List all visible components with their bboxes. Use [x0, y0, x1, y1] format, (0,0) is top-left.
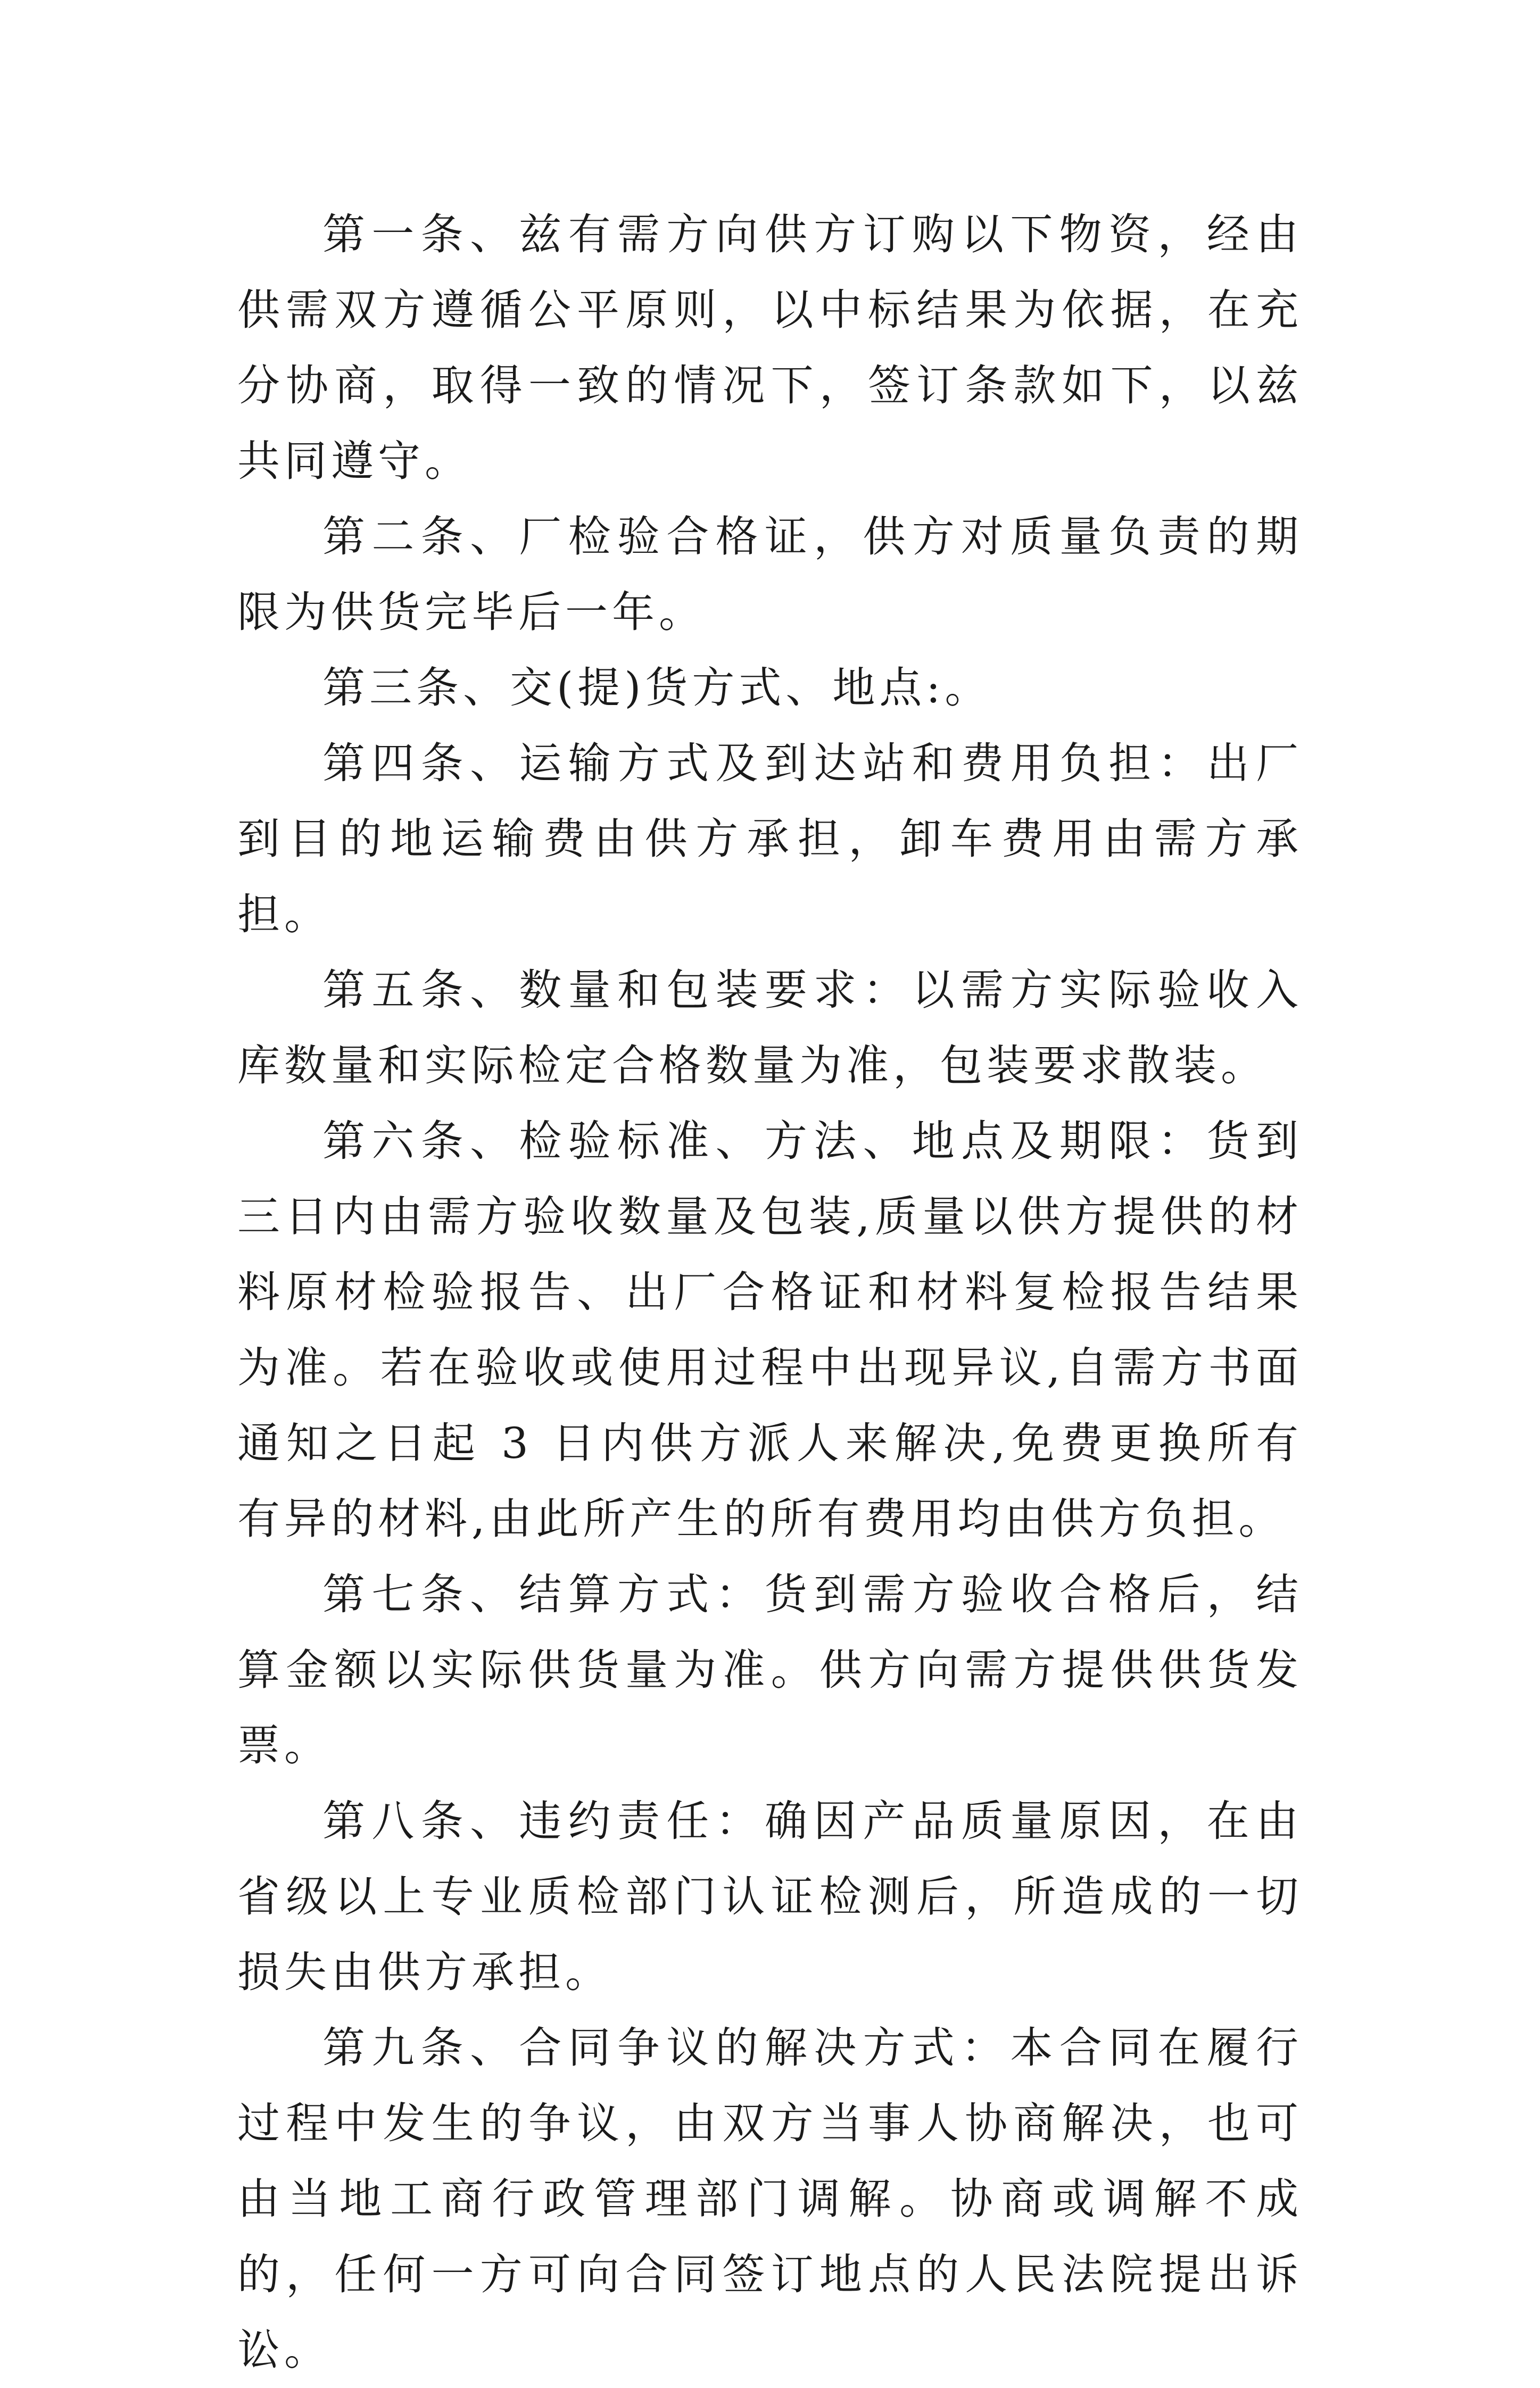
clause-6: 第六条、检验标准、方法、地点及期限：货到三日内由需方验收数量及包装,质量以供方提供的材料原材检验报告、出厂合格证和材料复检报告结果为准。若在验收或使用过程中出现异议,自需方书面通知之日起 3 日内供方派人来解决,免费更换所有有异的材料,由此所产生的所有费用均由供方负担。: [237, 1116, 1303, 1544]
clause-2: 第二条、厂检验合格证，供方对质量负责的期限为供货完毕后一年。: [237, 512, 1303, 637]
contract-body: [237, 197, 1303, 2388]
clause-8: 第八条、违约责任：确因产品质量原因，在由省级以上专业质检部门认证检测后，所造成的一切损失由供方承担。: [237, 1796, 1303, 1997]
clause-5: 第五条、数量和包装要求：以需方实际验收入库数量和实际检定合格数量为准，包装要求散装。: [237, 965, 1303, 1090]
clause-4: 第四条、运输方式及到达站和费用负担：出厂到目的地运输费由供方承担，卸车费用由需方承担。: [237, 739, 1303, 939]
clause-9: 第九条、合同争议的解决方式：本合同在履行过程中发生的争议，由双方当事人协商解决，也可由当地工商行政管理部门调解。协商或调解不成的，任何一方可向合同签订地点的人民法院提出诉讼。: [237, 2023, 1303, 2375]
clause-7: 第七条、结算方式：货到需方验收合格后，结算金额以实际供货量为准。供方向需方提供供货发票。: [237, 1570, 1303, 1770]
clause-1: 第一条、兹有需方向供方订购以下物资，经由供需双方遵循公平原则，以中标结果为依据，在充分协商，取得一致的情况下，签订条款如下，以兹共同遵守。: [237, 210, 1303, 486]
clause-3: 第三条、交(提)货方式、地点:。: [322, 663, 992, 712]
